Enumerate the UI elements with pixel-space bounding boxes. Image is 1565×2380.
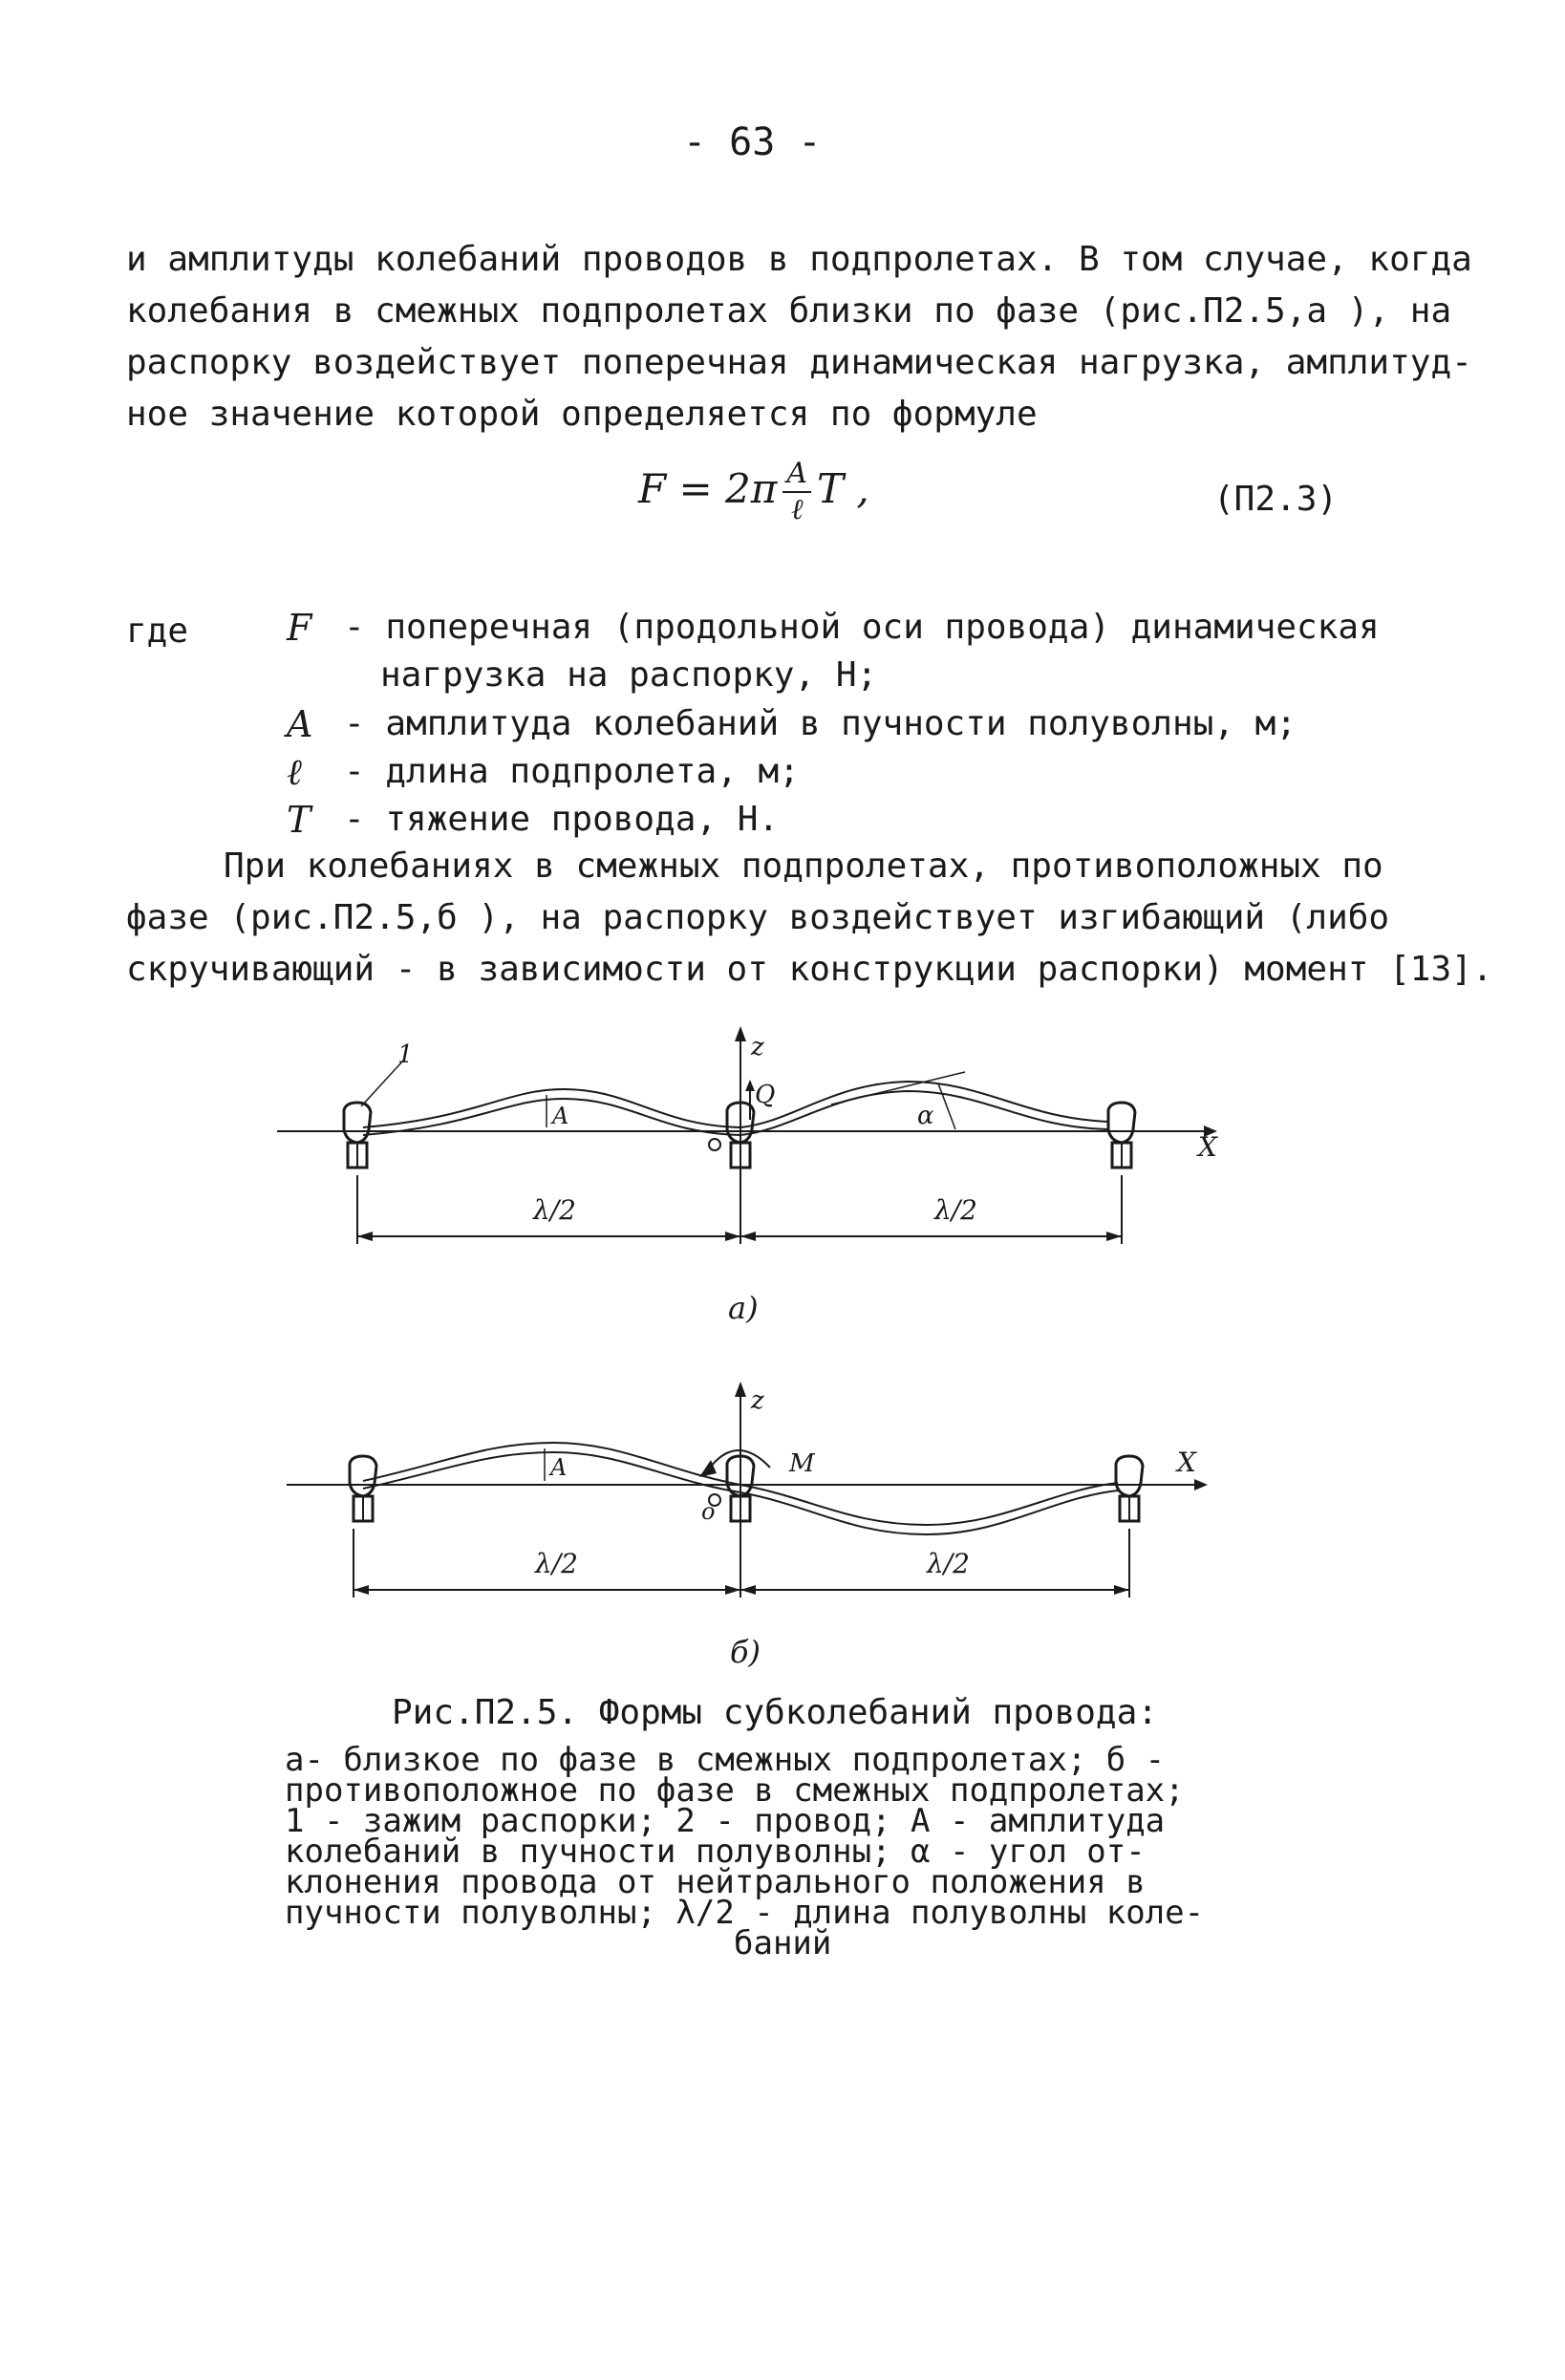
paragraph-1-line: и амплитуды колебаний проводов в подпролетах. В том случае, когда bbox=[126, 240, 1472, 279]
label-z: z bbox=[751, 1386, 764, 1415]
span-left: λ/2 bbox=[533, 1194, 576, 1226]
paragraph-1-line: распорку воздействует поперечная динамическая нагрузка, амплитуд- bbox=[126, 343, 1472, 382]
def-text-f-line1: - поперечная (продольной оси провода) динамическая bbox=[344, 608, 1380, 647]
where-label: где bbox=[126, 611, 189, 651]
label-alpha: α bbox=[917, 1102, 934, 1130]
dim-arrow bbox=[357, 1232, 373, 1241]
paragraph-1 bbox=[126, 234, 1472, 440]
dim-arrow bbox=[740, 1585, 756, 1595]
figure-a-diagram bbox=[258, 1022, 1233, 1347]
caption-line: клонения провода от нейтрального положения в bbox=[285, 1863, 1146, 1901]
dim-arrow bbox=[354, 1585, 369, 1595]
equation-number: (П2.3) bbox=[1213, 480, 1339, 519]
figure-a-sublabel: а) bbox=[728, 1290, 759, 1326]
label-1: 1 bbox=[397, 1040, 414, 1069]
q-arrow-head bbox=[745, 1080, 755, 1091]
dim-arrow bbox=[1106, 1232, 1122, 1241]
def-text-l: - длина подпролета, м; bbox=[344, 752, 800, 791]
span-right: λ/2 bbox=[934, 1194, 977, 1226]
label-z: z bbox=[751, 1033, 764, 1061]
wire-upper bbox=[363, 1082, 1108, 1127]
dim-arrow bbox=[740, 1232, 756, 1241]
spacer-clamp-right bbox=[1116, 1456, 1143, 1521]
caption-line: баний bbox=[734, 1924, 832, 1962]
paragraph-2 bbox=[126, 841, 1492, 996]
def-text-t: - тяжение провода, Н. bbox=[344, 800, 780, 839]
spacer-clamp-right bbox=[1108, 1103, 1135, 1168]
x-axis-arrow bbox=[1194, 1479, 1208, 1490]
dim-arrow bbox=[725, 1585, 740, 1595]
label-q: Q bbox=[755, 1081, 776, 1109]
label-amplitude: A bbox=[552, 1103, 569, 1129]
origin-circle bbox=[709, 1139, 720, 1150]
paragraph-1-line: ное значение которой определяется по формуле bbox=[126, 395, 1038, 434]
figure-caption-body bbox=[285, 1741, 1205, 1962]
formula-numerator: A bbox=[782, 457, 811, 493]
dim-arrow bbox=[1114, 1585, 1129, 1595]
paragraph-2-line: При колебаниях в смежных подпролетах, противоположных по bbox=[224, 847, 1383, 886]
dim-arrow bbox=[725, 1232, 740, 1241]
caption-line: колебаний в пучности полуволны; α - угол от- bbox=[285, 1833, 1146, 1871]
formula-denominator: ℓ bbox=[790, 493, 804, 526]
z-axis-arrow bbox=[735, 1382, 746, 1397]
caption-line: а- близкое по фазе в смежных подпролетах; б - bbox=[285, 1741, 1166, 1779]
formula-p2-3 bbox=[638, 457, 869, 527]
span-left: λ/2 bbox=[535, 1548, 578, 1579]
angle-arc bbox=[938, 1083, 955, 1129]
moment-arc bbox=[707, 1450, 770, 1471]
def-text-f-line2: нагрузка на распорку, Н; bbox=[380, 655, 878, 695]
label-x: X bbox=[1177, 1447, 1196, 1478]
paragraph-2-line: фазе (рис.П2.5,б ), на распорку воздействует изгибающий (либо bbox=[126, 898, 1390, 937]
spacer-clamp-left bbox=[344, 1103, 371, 1168]
caption-line: противоположное по фазе в смежных подпролетах; bbox=[285, 1771, 1185, 1810]
formula-fraction bbox=[782, 457, 811, 527]
def-symbol-l: ℓ bbox=[287, 751, 302, 793]
def-symbol-a: A bbox=[287, 703, 313, 745]
formula-rhs: T , bbox=[817, 465, 869, 512]
def-symbol-t: T bbox=[287, 799, 311, 841]
paragraph-2-line: скручивающий - в зависимости от конструкции распорки) момент [13]. bbox=[126, 950, 1493, 989]
paragraph-1-line: колебания в смежных подпролетах близки по фазе (рис.П2.5,а ), на bbox=[126, 291, 1452, 331]
def-text-a: - амплитуда колебаний в пучности полуволны, м; bbox=[344, 704, 1297, 743]
figure-b-sublabel: б) bbox=[730, 1634, 761, 1670]
label-m: M bbox=[789, 1449, 815, 1478]
figure-b-diagram bbox=[258, 1376, 1233, 1691]
caption-line: пучности полуволны; λ/2 - длина полуволны коле- bbox=[285, 1894, 1205, 1932]
label-amplitude: A bbox=[550, 1454, 568, 1481]
figure-caption-title: Рис.П2.5. Формы субколебаний провода: bbox=[392, 1693, 1158, 1732]
z-axis-arrow bbox=[735, 1026, 746, 1041]
page-number: - 63 - bbox=[683, 120, 822, 164]
caption-line: 1 - зажим распорки; 2 - провод; А - амплитуда bbox=[285, 1802, 1166, 1840]
formula-lhs: F = 2π bbox=[638, 465, 778, 512]
span-right: λ/2 bbox=[927, 1548, 970, 1579]
label-x: X bbox=[1198, 1131, 1217, 1163]
label-o: o bbox=[701, 1498, 716, 1525]
def-symbol-f: F bbox=[287, 607, 312, 649]
